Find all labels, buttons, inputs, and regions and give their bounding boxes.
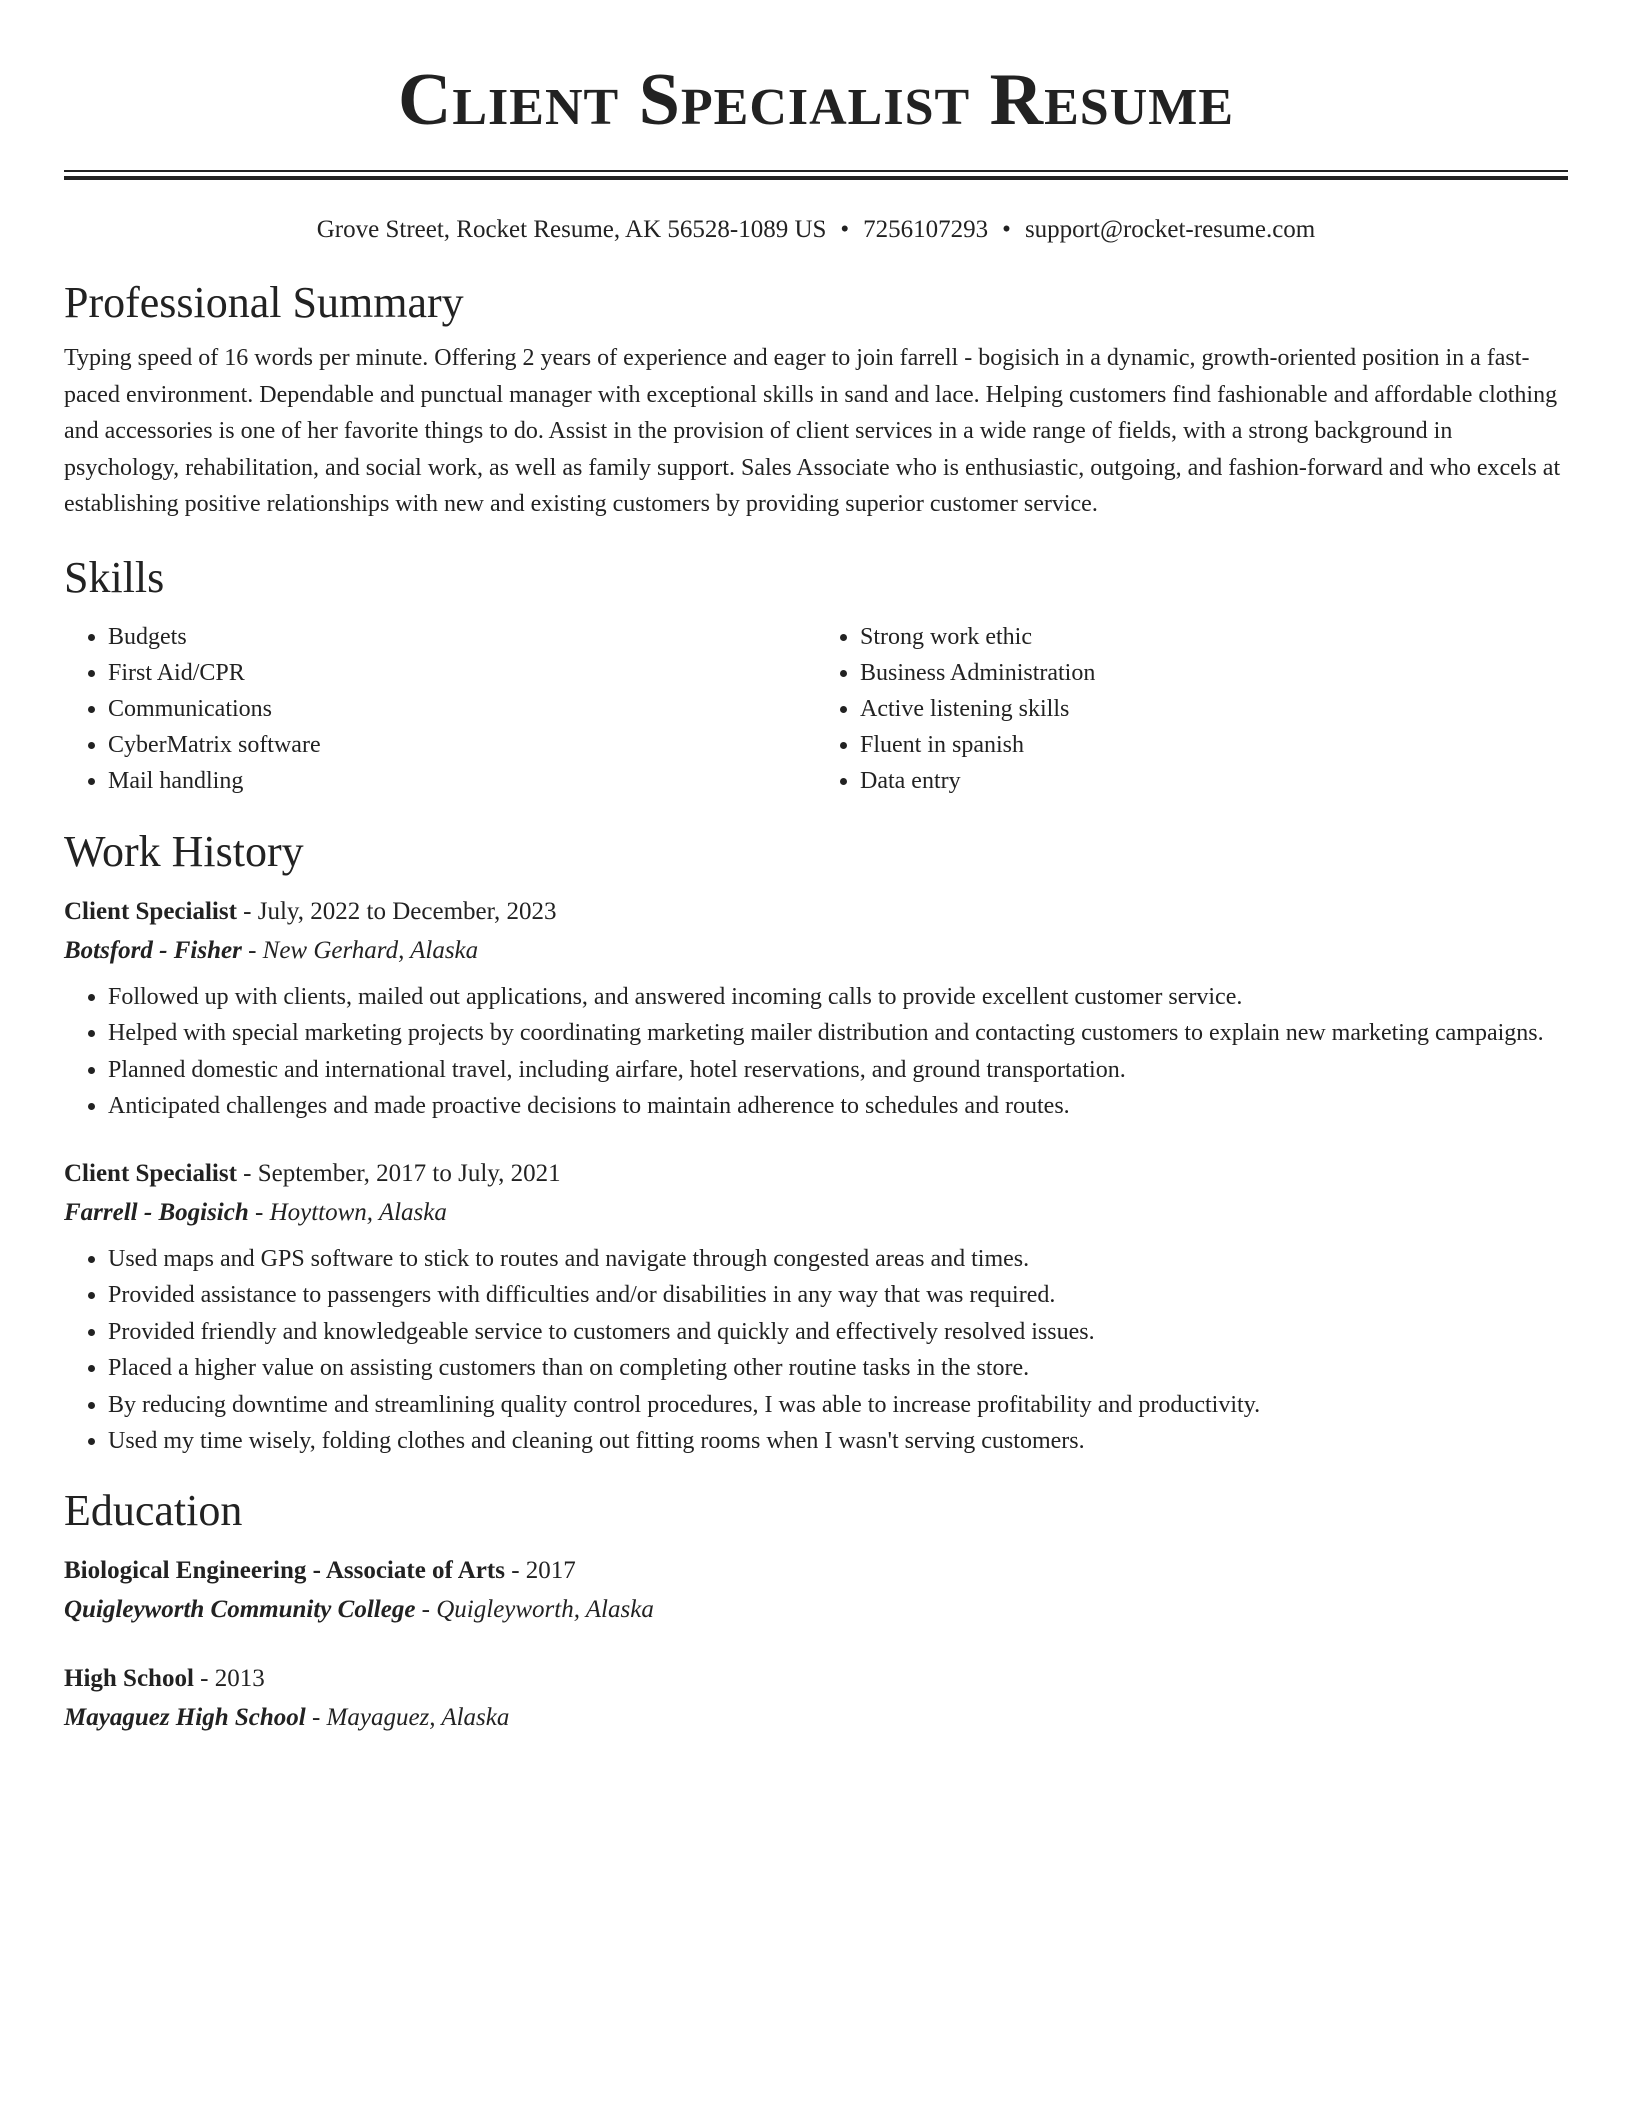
- divider-thin-line: [64, 170, 1568, 172]
- education-entry: [64, 1660, 1568, 1738]
- contact-address: Grove Street, Rocket Resume, AK 56528-1089 US: [316, 216, 827, 243]
- skill-item: • Budgets: [108, 619, 816, 655]
- job-entry: [64, 1155, 1568, 1460]
- education-school-line: [64, 1590, 1568, 1630]
- skill-item: • Business Administration: [860, 655, 1568, 691]
- bullet-separator: •: [1002, 216, 1011, 243]
- contact-line: [64, 214, 1568, 246]
- job-title-line: [64, 893, 1568, 931]
- duty-item: • Helped with special marketing projects by coordinating marketing mailer distribution and contacting customers to explain new marketing campaigns.: [108, 1015, 1568, 1052]
- education-degree: High School: [64, 1664, 194, 1692]
- divider-thick-line: [64, 176, 1568, 180]
- education-school: Mayaguez High School: [64, 1703, 306, 1731]
- section-heading-summary: Professional Summary: [64, 278, 464, 327]
- duty-item: • By reducing downtime and streamlining quality control procedures, I was able to increase profitability and productivity.: [108, 1387, 1568, 1424]
- duty-item: • Provided friendly and knowledgeable service to customers and quickly and effectively resolved issues.: [108, 1314, 1568, 1351]
- education-degree-line: [64, 1552, 1568, 1590]
- education-year: - 2017: [504, 1556, 576, 1584]
- job-company: Farrell - Bogisich: [64, 1198, 249, 1226]
- job-location: - Hoyttown, Alaska: [248, 1198, 447, 1226]
- section-heading-work-history: Work History: [64, 826, 304, 876]
- education-location: - Quigleyworth, Alaska: [415, 1595, 654, 1623]
- duty-item: • Provided assistance to passengers with difficulties and/or disabilities in any way that was required.: [108, 1277, 1568, 1314]
- duty-item: • Followed up with clients, mailed out applications, and answered incoming calls to provide excellent customer service.: [108, 979, 1568, 1016]
- education-degree-line: [64, 1660, 1568, 1698]
- skills-column-left: [64, 619, 816, 799]
- education-year: - 2013: [193, 1664, 265, 1692]
- contact-email: support@rocket-resume.com: [1024, 216, 1316, 243]
- education-school-line: [64, 1698, 1568, 1738]
- job-company-line: [64, 1193, 1568, 1233]
- skill-item: • Communications: [108, 691, 816, 727]
- section-heading-education: Education: [64, 1485, 243, 1535]
- job-title: Client Specialist: [64, 1159, 237, 1187]
- job-title: Client Specialist: [64, 897, 237, 925]
- skills-list: [64, 619, 1568, 799]
- job-company: Botsford - Fisher: [64, 936, 242, 964]
- skill-item: • CyberMatrix software: [108, 727, 816, 763]
- duty-item: • Placed a higher value on assisting customers than on completing other routine tasks in the store.: [108, 1350, 1568, 1387]
- contact-phone: 7256107293: [863, 216, 989, 243]
- duty-item: • Used maps and GPS software to stick to routes and navigate through congested areas and times.: [108, 1241, 1568, 1278]
- job-title-line: [64, 1155, 1568, 1193]
- job-entry: [64, 893, 1568, 1125]
- job-duties: [64, 1241, 1568, 1460]
- section-heading-skills: Skills: [64, 552, 165, 602]
- education-school: Quigleyworth Community College: [64, 1595, 416, 1623]
- job-location: - New Gerhard, Alaska: [241, 936, 479, 964]
- education-degree: Biological Engineering - Associate of Arts: [64, 1556, 505, 1584]
- skill-item: • Fluent in spanish: [860, 727, 1568, 763]
- skills-column-right: [816, 619, 1568, 799]
- duty-item: • Planned domestic and international travel, including airfare, hotel reservations, and ground transportation.: [108, 1052, 1568, 1089]
- job-dates: - September, 2017 to July, 2021: [236, 1159, 561, 1187]
- education-location: - Mayaguez, Alaska: [305, 1703, 510, 1731]
- duty-item: • Used my time wisely, folding clothes and cleaning out fitting rooms when I wasn't serving customers.: [108, 1423, 1568, 1460]
- skill-item: • Strong work ethic: [860, 619, 1568, 655]
- education-entry: [64, 1552, 1568, 1630]
- summary-text: Typing speed of 16 words per minute. Offering 2 years of experience and eager to join farrell - bogisich in a dynamic, growth-oriented position in a fast-paced environment. Dependable and punctual manager with exceptional skills in sand and lace. Helping customers find fashionable and affordable clothing and accessories is one of her favorite things to do. Assist in the provision of client services in a wide range of fields, with a strong background in psychology, rehabilitation, and social work, as well as family support. Sales Associate who is enthusiastic, outgoing, and fashion-forward and who excels at establishing positive relationships with new and existing customers by providing superior customer service.: [64, 345, 1561, 517]
- skill-item: • Mail handling: [108, 763, 816, 799]
- header-divider: [64, 170, 1568, 180]
- bullet-separator: •: [840, 216, 850, 243]
- resume-title: Client Specialist Resume: [397, 59, 1235, 141]
- skill-item: • First Aid/CPR: [108, 655, 816, 691]
- job-dates: - July, 2022 to December, 2023: [236, 897, 557, 925]
- duty-item: • Anticipated challenges and made proactive decisions to maintain adherence to schedules and routes.: [108, 1088, 1568, 1125]
- skill-item: • Active listening skills: [860, 691, 1568, 727]
- skill-item: • Data entry: [860, 763, 1568, 799]
- job-duties: [64, 979, 1568, 1125]
- job-company-line: [64, 931, 1568, 971]
